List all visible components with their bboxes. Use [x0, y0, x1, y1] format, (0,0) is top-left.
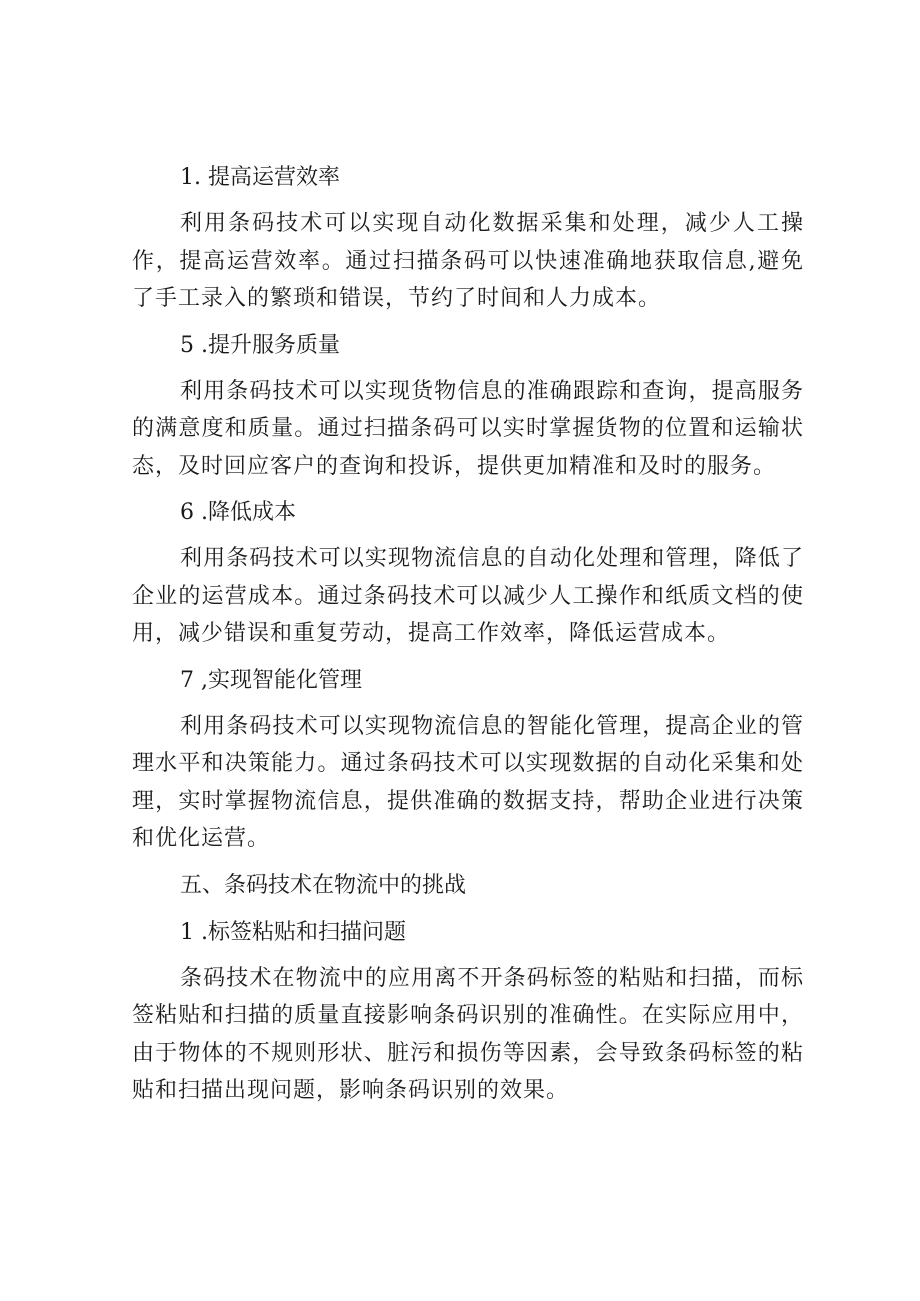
section-body-efficiency: 利用条码技术可以实现自动化数据采集和处理，减少人工操作，提高运营效率。通过扫描条码可以快速准确地获取信息,避免了手工录入的繁琐和错误，节约了时间和人力成本。 [132, 211, 804, 311]
document-page [132, 158, 804, 1118]
section-heading-reduce-cost: 6 .降低成本 [180, 500, 296, 525]
section-body-smart-management: 利用条码技术可以实现物流信息的智能化管理，提高企业的管理水平和决策能力。通过条码技术可以实现数据的自动化采集和处理，实时掌握物流信息，提供准确的数据支持，帮助企业进行决策和优化运营。 [132, 713, 804, 851]
section-heading-smart-management: 7 ,实现智能化管理 [180, 667, 362, 693]
section-body-service-quality: 利用条码技术可以实现货物信息的准确跟踪和查询，提高服务的满意度和质量。通过扫描条码可以实时掌握货物的位置和运输状态，及时回应客户的查询和投诉，提供更加精准和及时的服务。 [132, 378, 804, 479]
section-heading-efficiency: 1. 提高运营效率 [180, 165, 340, 190]
chapter-heading-challenges: 五、条码技术在物流中的挑战 [180, 872, 467, 898]
section-heading-service-quality: 5 .提升服务质量 [180, 332, 340, 358]
section-body-reduce-cost: 利用条码技术可以实现物流信息的自动化处理和管理，降低了企业的运营成本。通过条码技术可以减少人工操作和纸质文档的使用，减少错误和重复劳动，提高工作效率，降低运营成本。 [132, 546, 804, 646]
subsection-body-label-scanning: 条码技术在物流中的应用离不开条码标签的粘贴和扫描，而标签粘贴和扫描的质量直接影响条码识别的准确性。在实际应用中，由于物体的不规则形状、脏污和损伤等因素，会导致条码标签的粘贴和扫描出现问题，影响条码识别的效果。 [132, 965, 804, 1103]
subsection-heading-label-scanning: 1 .标签粘贴和扫描问题 [180, 919, 406, 945]
